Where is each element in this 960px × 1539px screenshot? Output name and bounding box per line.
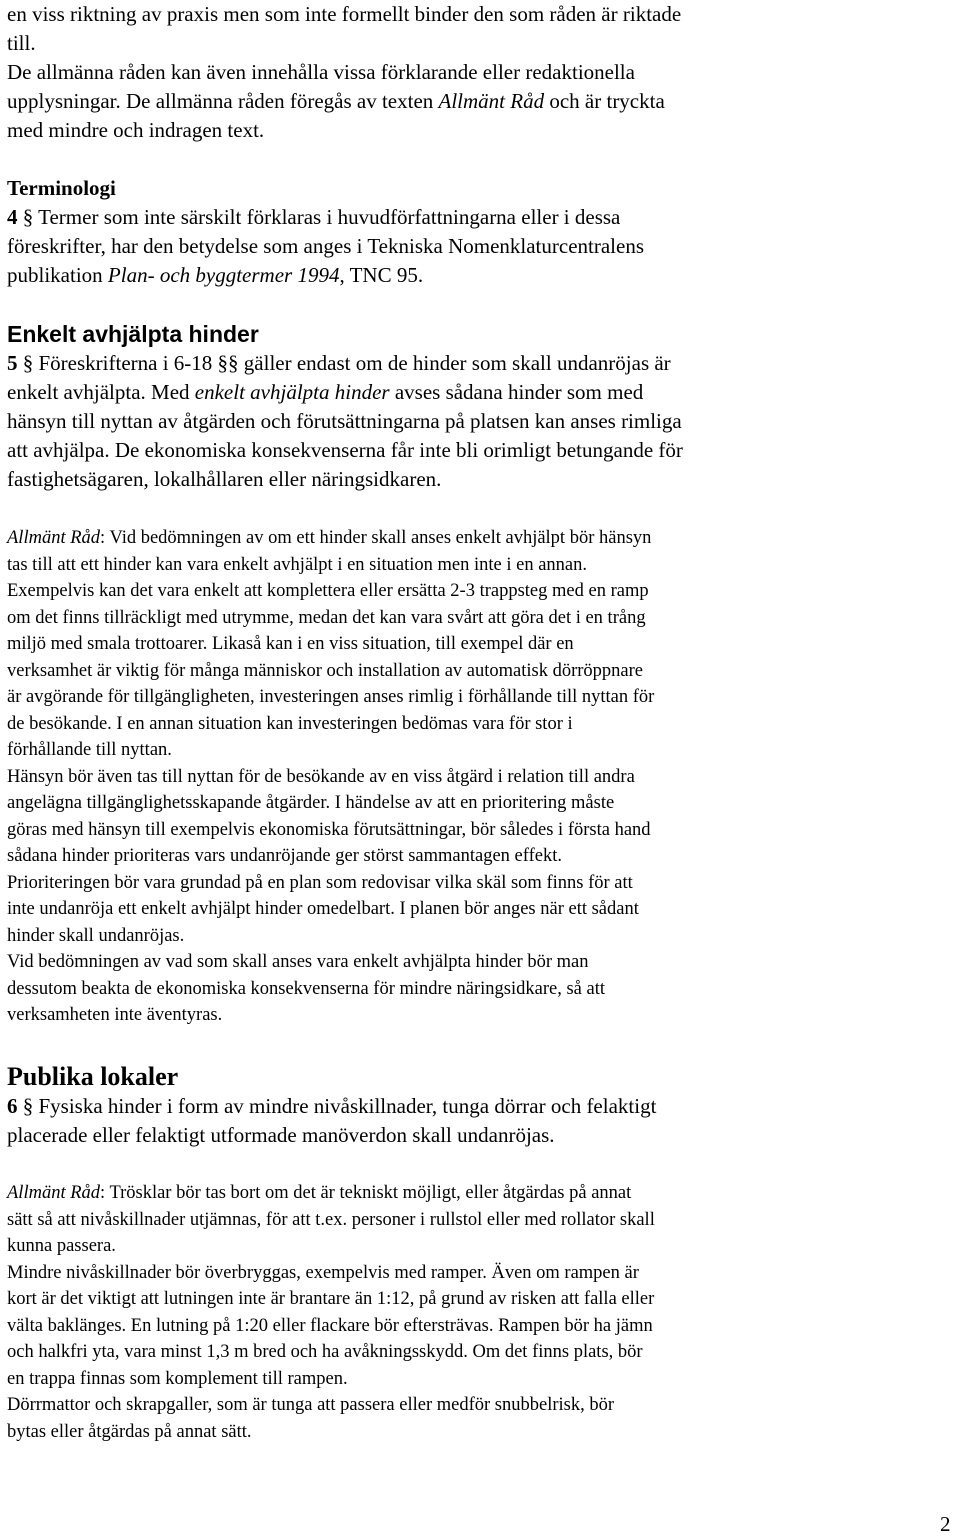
text-line: göras med hänsyn till exempelvis ekonomiska förutsättningar, bör således i första hand [7,819,651,840]
intro-paragraph [7,0,681,145]
section-sign-icon: § [22,351,34,375]
section-enkelt-avhjalpta-hinder [7,320,683,494]
section-heading: Enkelt avhjälpta hinder [7,321,259,347]
text-line: om det finns tillräckligt med utrymme, medan det kan vara svårt att göra det i en trång [7,607,646,628]
text-line: att avhjälpa. De ekonomiska konsekvenserna får inte bli orimligt betungande för [7,438,683,462]
text-segment: publikation [7,263,108,287]
text-line: hinder skall undanröjas. [7,925,185,946]
text-line [7,525,654,552]
text-line: Dörrmattor och skrapgaller, som är tunga att passera eller medför snubbelrisk, bör [7,1395,614,1415]
text-segment: Föreskrifterna i 6-18 [33,351,218,375]
text-line: verksamheten inte äventyras. [7,1005,223,1025]
text-line [7,1092,656,1121]
text-line: sådana hinder prioriteras vars undanröjande ger störst sammantagen effekt. [7,846,562,866]
section-terminologi [7,174,644,290]
italic-term: Allmänt Råd [438,89,545,113]
section-sign-icon: § [228,351,239,375]
italic-term: Plan- och byggtermer 1994 [107,263,340,287]
allmant-rad-label: Allmänt Råd [7,1183,101,1203]
section-sign-icon: § [22,205,34,229]
text-line: Vid bedömningen av vad som skall anses vara enkelt avhjälpta hinder bör man [7,952,589,972]
text-line [7,261,644,290]
text-line: inte undanröja ett enkelt avhjälpt hinder omedelbart. I planen bör anges när ett sådant [7,899,639,919]
allmant-rad-label: Allmänt Råd [7,528,101,548]
text-line: hänsyn till nyttan av åtgärden och förutsättningarna på platsen kan anses rimliga [7,409,682,433]
text-line: Hänsyn bör även tas till nyttan för de besökande av en viss åtgärd i relation till andra [7,766,635,787]
allmant-rad-block [7,1180,655,1445]
text-line: miljö med smala trottoarer. Likaså kan i en viss situation, till exempel där en [7,634,574,654]
text-line: fastighetsägaren, lokalhållaren eller näringsidkaren. [7,467,442,491]
text-line: Mindre nivåskillnader bör överbryggas, exempelvis med ramper. Även om rampen är [7,1262,639,1283]
page-number: 2 [940,1512,951,1536]
allmant-rad-block [7,525,654,1029]
text-segment: : Trösklar bör tas bort om det är tekniskt möjligt, eller åtgärdas på annat [100,1183,632,1203]
section-sign-icon: § [22,1094,34,1118]
text-line [7,378,683,407]
text-line: föreskrifter, har den betydelse som anges i Tekniska Nomenklaturcentralens [7,234,645,258]
italic-term: enkelt avhjälpta hinder [194,380,390,404]
text-line: är avgörande för tillgängligheten, investeringen anses rimlig i förhållande till nyttan för [7,687,655,707]
text-line: De allmänna råden kan även innehålla vissa förklarande eller redaktionella [7,60,635,84]
text-line: verksamhet är viktig för många människor och installation av automatisk dörröppnare [7,660,644,681]
text-line: Prioriteringen bör vara grundad på en plan som redovisar vilka skäl som finns för att [7,872,633,893]
paragraph-number: 6 [7,1094,18,1118]
paragraph-number: 5 [7,351,18,375]
text-segment: Termer som inte särskilt förklaras i huvudförfattningarna eller i dessa [33,205,621,229]
text-line: kort är det viktigt att lutningen inte är brantare än 1:12, på grund av risken att falla eller [7,1289,655,1309]
text-line [7,203,644,232]
section-heading: Publika lokaler [7,1062,179,1091]
text-segment: och är tryckta [544,89,665,113]
text-line: till. [7,31,36,55]
text-line: förhållande till nyttan. [7,740,172,760]
text-line: bytas eller åtgärdas på annat sätt. [7,1421,252,1442]
text-segment: Fysiska hinder i form av mindre nivåskillnader, tunga dörrar och felaktigt [33,1094,657,1118]
text-line: dessutom beakta de ekonomiska konsekvenserna för mindre näringsidkare, så att [7,978,605,999]
text-segment: upplysningar. De allmänna råden föregås av texten [7,89,439,113]
section-publika-lokaler [7,1061,656,1150]
text-line: sätt så att nivåskillnader utjämnas, för att t.ex. personer i rullstol eller med rollator skall [7,1209,655,1230]
text-line: angelägna tillgänglighetsskapande åtgärder. I händelse av att en prioritering måste [7,793,615,813]
section-heading: Terminologi [7,176,116,200]
text-line [7,1180,655,1207]
text-segment: gäller endast om de hinder som skall undanröjas är [238,351,671,375]
text-segment: avses sådana hinder som med [389,380,644,404]
section-sign-icon: § [217,351,229,375]
text-line [7,349,683,378]
text-line: en trappa finnas som komplement till rampen. [7,1368,348,1389]
text-line [7,87,681,116]
paragraph-number: 4 [7,205,18,229]
text-line: placerade eller felaktigt utformade manöverdon skall undanröjas. [7,1123,555,1147]
text-line: en viss riktning av praxis men som inte formellt binder den som råden är riktade [7,2,682,26]
text-segment: , TNC 95. [339,263,424,287]
text-line: kunna passera. [7,1236,116,1256]
text-segment: : Vid bedömningen av om ett hinder skall anses enkelt avhjälpt bör hänsyn [100,528,652,548]
text-line: välta baklänges. En lutning på 1:20 eller flackare bör eftersträvas. Rampen bör ha jämn [7,1315,653,1336]
text-line: och halkfri yta, vara minst 1,3 m bred och ha avåkningsskydd. Om det finns plats, bör [7,1342,643,1362]
text-line: tas till att ett hinder kan vara enkelt avhjälpt i en situation men inte i en annan. [7,554,588,575]
text-segment: enkelt avhjälpta. Med [7,380,195,404]
text-line: med mindre och indragen text. [7,118,265,142]
text-line: de besökande. I en annan situation kan investeringen bedömas vara för stor i [7,713,573,734]
text-line: Exempelvis kan det vara enkelt att komplettera eller ersätta 2-3 trappsteg med en ramp [7,581,649,601]
